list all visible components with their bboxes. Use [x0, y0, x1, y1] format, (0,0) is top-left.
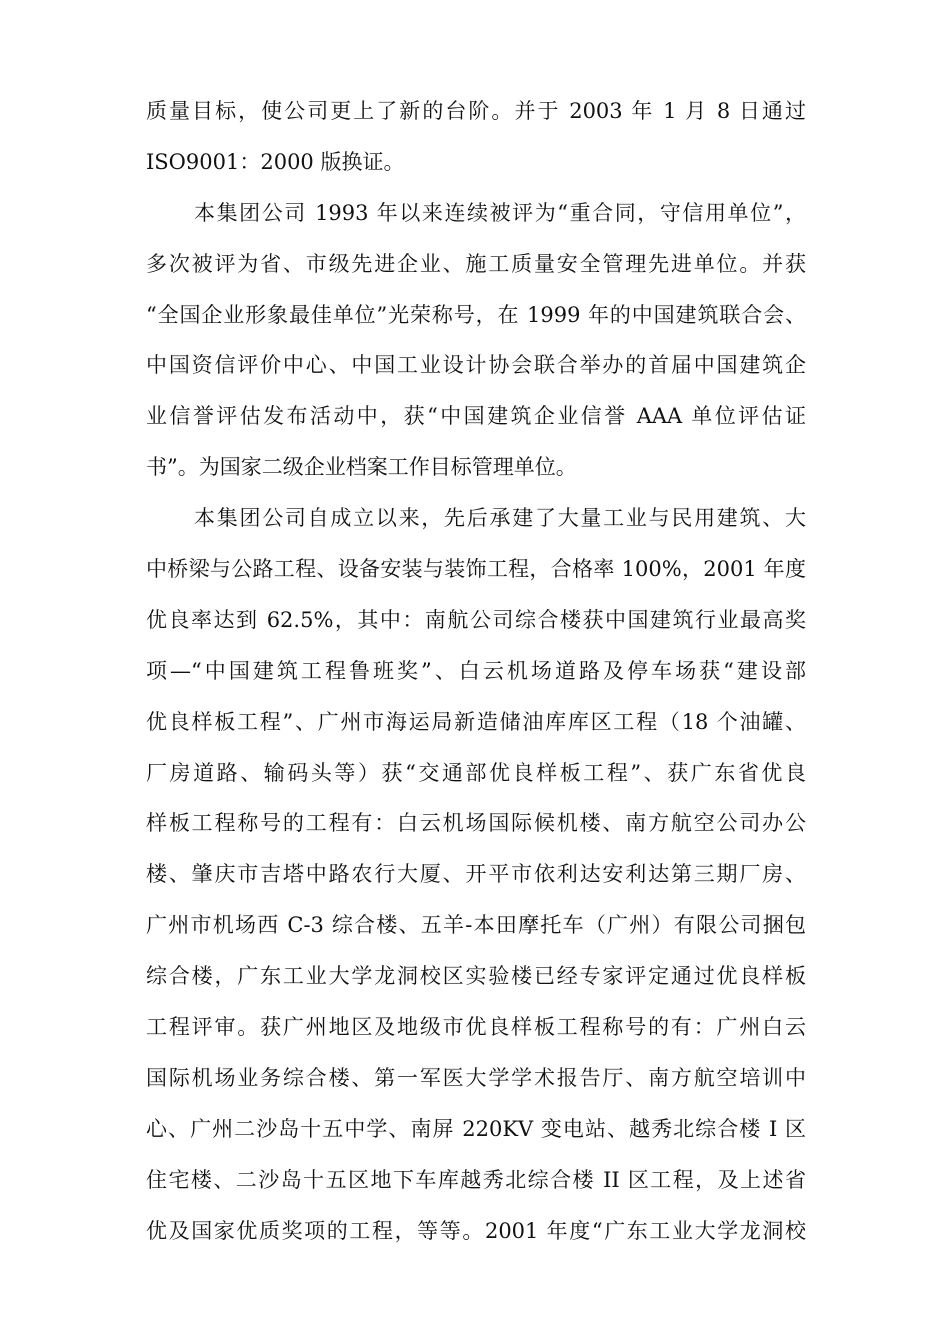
text-line: 厂房道路、输码头等）获“交通部优良样板工程”、获广东省优良	[146, 760, 806, 785]
text-line: 国际机场业务综合楼、第一军医大学学术报告厅、南方航空培训中	[146, 1065, 806, 1090]
text-line: 中桥梁与公路工程、设备安装与装饰工程，合格率 100%，2001 年度	[146, 557, 806, 582]
text-line: 工程评审。获广州地区及地级市优良样板工程称号的有：广州白云	[146, 1015, 806, 1040]
text-line: 业信誉评估发布活动中，获“中国建筑企业信誉 AAA 单位评估证	[146, 404, 806, 429]
text-line: 楼、肇庆市吉塔中路农行大厦、开平市依利达安利达第三期厂房、	[146, 862, 806, 887]
text-line: 项—“中国建筑工程鲁班奖”、白云机场道路及停车场获“建设部	[146, 658, 806, 683]
text-line: “全国企业形象最佳单位”光荣称号，在 1999 年的中国建筑联合会、	[146, 302, 806, 327]
text-line: 多次被评为省、市级先进企业、施工质量安全管理先进单位。并获	[146, 251, 806, 276]
text-line: 优良样板工程”、广州市海运局新造储油库库区工程（18 个油罐、	[146, 709, 806, 734]
text-line: 综合楼，广东工业大学龙洞校区实验楼已经专家评定通过优良样板	[146, 964, 806, 989]
text-line: 优及国家优质奖项的工程，等等。2001 年度“广东工业大学龙洞校	[146, 1218, 806, 1243]
text-line: 住宅楼、二沙岛十五区地下车库越秀北综合楼 II 区工程，及上述省	[146, 1167, 806, 1192]
text-line: 心、广州二沙岛十五中学、南屏 220KV 变电站、越秀北综合楼 I 区	[146, 1116, 806, 1141]
text-line: 书”。为国家二级企业档案工作目标管理单位。	[146, 455, 577, 480]
text-line: 样板工程称号的工程有：白云机场国际候机楼、南方航空公司办公	[146, 811, 806, 836]
paragraph-3	[146, 493, 806, 1256]
text-line: 广州市机场西 C-3 综合楼、五羊-本田摩托车（广州）有限公司捆包	[146, 913, 806, 938]
text-line: ISO9001：2000 版换证。	[146, 149, 405, 174]
paragraph-1	[146, 86, 806, 188]
paragraph-2	[146, 188, 806, 493]
text-line: 本集团公司自成立以来，先后承建了大量工业与民用建筑、大	[194, 506, 806, 531]
text-line: 本集团公司 1993 年以来连续被评为“重合同，守信用单位”，	[194, 200, 806, 225]
text-line: 优良率达到 62.5%，其中：南航公司综合楼获中国建筑行业最高奖	[146, 607, 806, 632]
body-text	[146, 86, 806, 1256]
text-line: 质量目标，使公司更上了新的台阶。并于 2003 年 1 月 8 日通过	[146, 99, 806, 123]
text-line: 中国资信评价中心、中国工业设计协会联合举办的首届中国建筑企	[146, 353, 806, 378]
